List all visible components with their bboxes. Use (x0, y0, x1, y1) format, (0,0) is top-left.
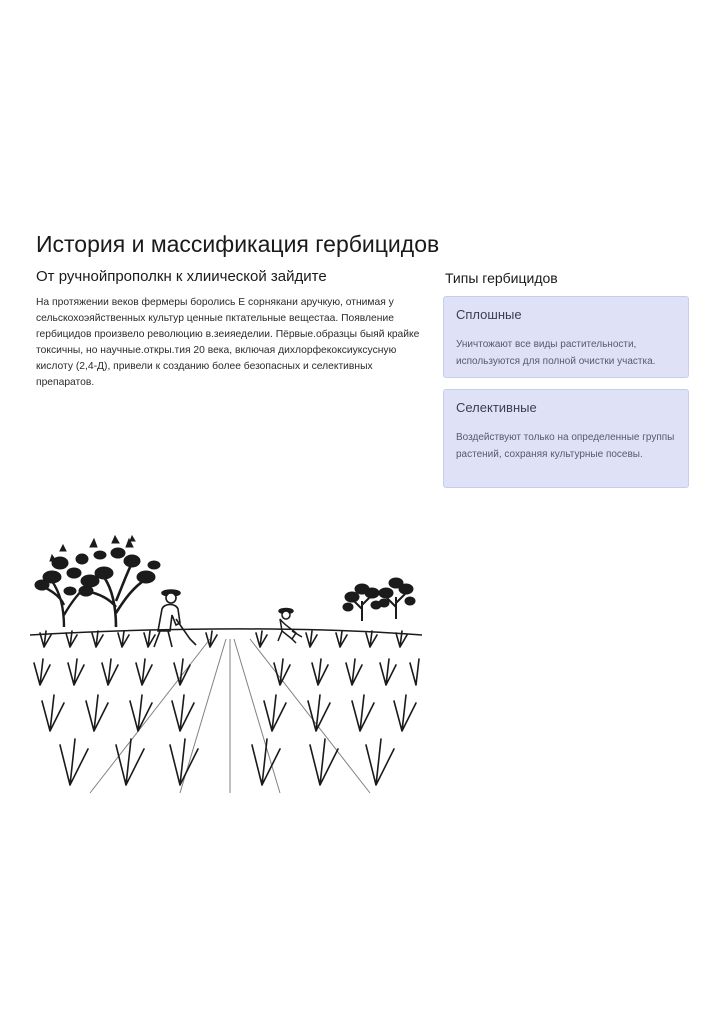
history-subtitle: От ручнойпрополкн к хлиической зайдите (36, 268, 327, 285)
herbicide-types-section (443, 270, 689, 499)
card-selective-herbicides (443, 389, 689, 488)
card-total-herbicides (443, 296, 689, 378)
card-title: Селективные (456, 400, 537, 415)
history-body: На протяжении веков фермеры боролись Е сорнякани аручкую, отнимая у сельскохоэяйственных культур ценные пктательные вещестаа. Появление гербицидов произвело революцию в.зеияеделии. Пёрвые.образцы быяй крайке токсичны, но научные.откры.тия 20 века, включая дихлорфекоксиуксусную кислоту (2,4-Д), привели к созданию более безопасных и селективных препаратов. (36, 297, 420, 388)
farmers-weeding-field-illustration-icon (30, 535, 422, 795)
card-description: Уничтожают все виды растительности, используются для полной очистки участка. (456, 339, 656, 367)
page-title: История и массификация гербицидов (36, 231, 440, 258)
card-description: Воздействуют только на определенные группы растений, сохраняя культурные посевы. (456, 432, 675, 460)
types-title: Типы гербицидов (445, 270, 558, 286)
card-title: Сплошные (456, 307, 522, 322)
history-section (36, 268, 426, 391)
